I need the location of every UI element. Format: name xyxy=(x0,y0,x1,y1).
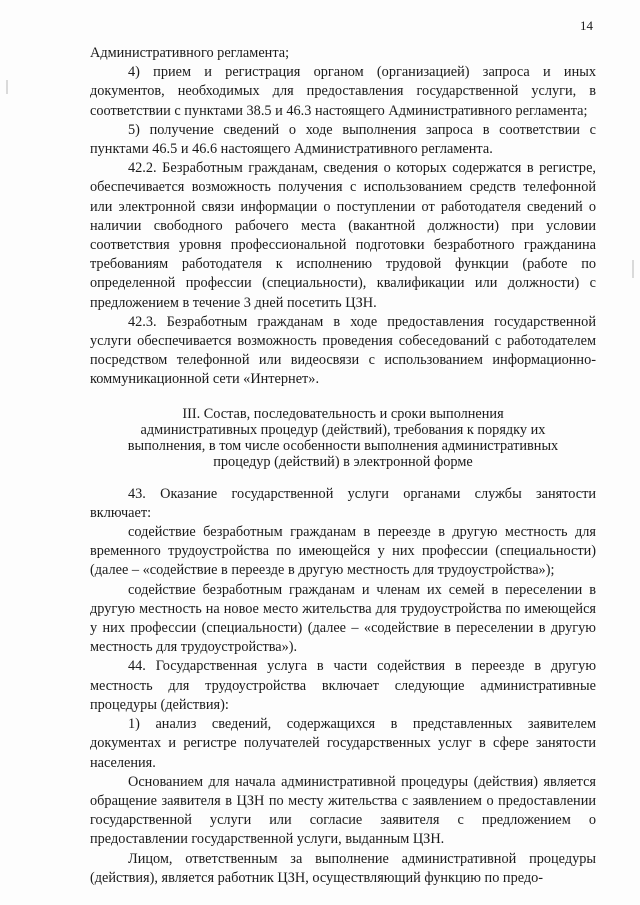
section-heading-iii: III. Состав, последовательность и сроки выполнения административных процедур (действий), требования к порядку их выполнения, в том числе особенности выполнения административных процедур (действий) в электронной форме xyxy=(127,405,559,470)
paragraph-44-item-1: 1) анализ сведений, содержащихся в представленных заявителем документах и регистре получателей государственных услуг в сфере занятости населения. xyxy=(90,716,596,771)
paragraph-item-5: 5) получение сведений о ходе выполнения запроса в соответствии с пунктами 46.5 и 46.6 настоящего Административного регламента. xyxy=(90,121,596,158)
paragraph-42-2: 42.2. Безработным гражданам, сведения о которых содержатся в регистре, обеспечивается возможность получения с использованием средств телефонной или электронной связи информации о поступлении от работодателя сведений о наличии свободного рабочего места (вакантной должности) при условии соответствия уровня профессиональной подготовки безработного гражданина требованиям работодателя к исполнению трудовой функции (работе по определенной профессии (специальности), квалификации или должности) с предложением в течение 3 дней посетить ЦЗН. xyxy=(90,160,596,311)
scan-edge-mark-left xyxy=(6,80,8,94)
paragraph-43-item-resettlement: содействие безработным гражданам и членам их семей в переселении в другую местность на новое место жительства для трудоустройства по имеющейся у них профессии (специальности) (далее – «содействие в переселении в другую местность для трудоустройства»). xyxy=(90,581,596,656)
paragraph-43: 43. Оказание государственной услуги органами службы занятости включает: xyxy=(90,485,596,521)
paragraph-basis: Основанием для начала административной процедуры (действия) является обращение заявителя в ЦЗН по месту жительства с заявлением о предоставлении государственной услуги или согласие заявителя с предложением о предоставлении государственной услуги, выданным ЦЗН. xyxy=(90,773,596,848)
page-number: 14 xyxy=(580,18,593,33)
scan-edge-mark-right xyxy=(632,260,634,278)
paragraph-44: 44. Государственная услуга в части содействия в переезде в другую местность для трудоустройства включает следующие административные процедуры (действия): xyxy=(90,658,596,713)
paragraph-42-3: 42.3. Безработным гражданам в ходе предоставления государственной услуги обеспечивается возможность проведения собеседований с работодателем посредством телефонной или видеосвязи с использованием информационно-коммуникационной сети «Интернет». xyxy=(90,313,596,388)
paragraph-43-item-relocation: содействие безработным гражданам в переезде в другую местность для временного трудоустройства по имеющейся у них профессии (специальности) (далее – «содействие в переезде в другую местность для трудоустройства»); xyxy=(90,524,596,579)
paragraph-regulation-continuation: Административного регламента; xyxy=(90,45,290,61)
paragraph-responsible-person: Лицом, ответственным за выполнение административной процедуры (действия), является работник ЦЗН, осуществляющий функцию по предо- xyxy=(90,850,596,886)
document-body xyxy=(90,44,596,888)
paragraph-item-4: 4) прием и регистрация органом (организацией) запроса и иных документов, необходимых для предоставления государственной услуги, в соответствии с пунктами 38.5 и 46.3 настоящего Административного регламента; xyxy=(90,64,596,119)
